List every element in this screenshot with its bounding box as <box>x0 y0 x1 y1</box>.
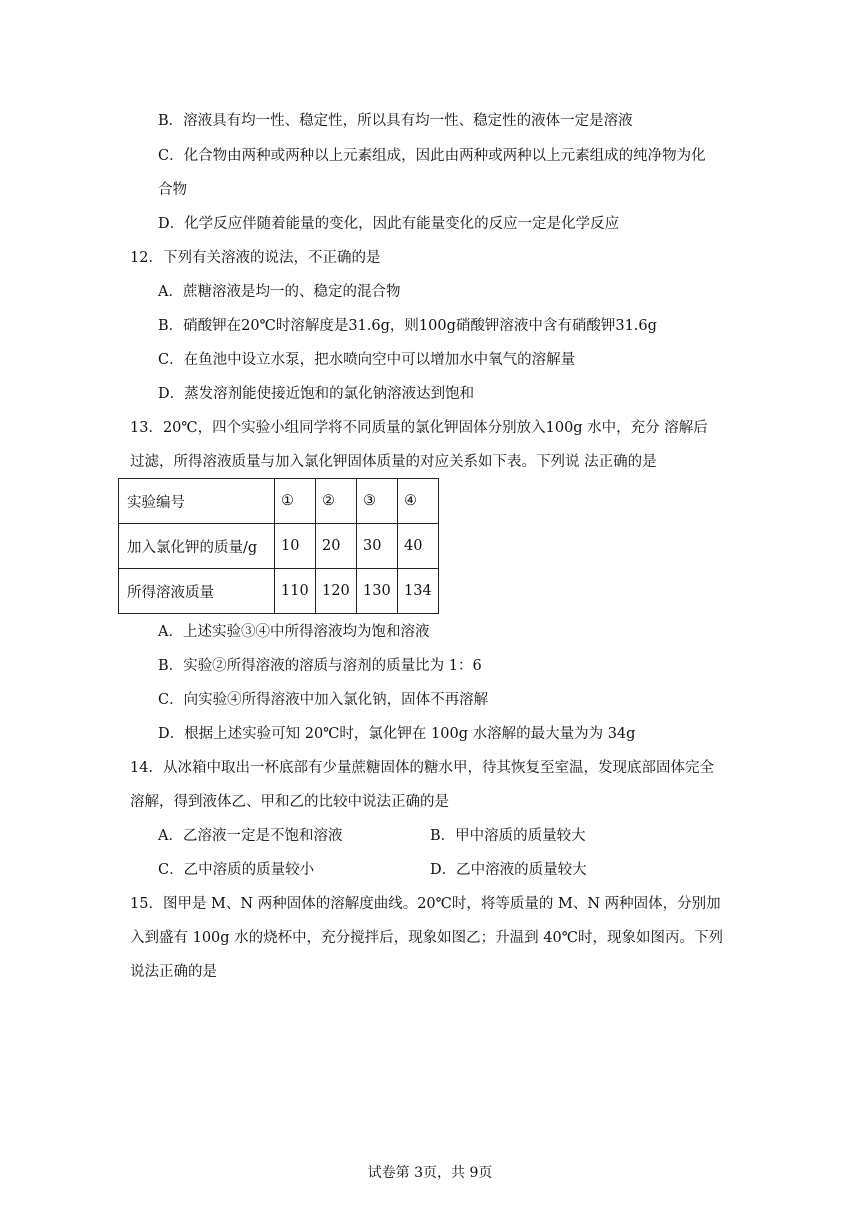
experiment-table <box>118 478 439 614</box>
q12-option-a: A．蔗糖溶液是均一的、稳定的混合物 <box>158 284 401 300</box>
option-c: C．化合物由两种或两种以上元素组成，因此由两种或两种以上元素组成的纯净物为化 <box>158 148 706 164</box>
table-row <box>119 569 439 614</box>
q14-option-a: A．乙溶液一定是不饱和溶液 <box>158 828 343 844</box>
option-b: B．溶液具有均一性、稳定性，所以具有均一性、稳定性的液体一定是溶液 <box>158 113 633 129</box>
question-15-stem-continued: 入到盛有 100g 水的烧杯中，充分搅拌后，现象如图乙；升温到 40℃时，现象如图丙。下列 <box>130 930 723 946</box>
row-header-experiment-number: 实验编号 <box>119 479 275 524</box>
table-cell: 130 <box>357 569 398 614</box>
table-cell: 30 <box>357 524 398 569</box>
option-c-continued: 合物 <box>158 182 187 198</box>
q13-option-c: C．向实验④所得溶液中加入氯化钠，固体不再溶解 <box>158 692 489 708</box>
table-cell: 10 <box>275 524 316 569</box>
question-15-stem-continued-2: 说法正确的是 <box>130 964 217 980</box>
table-cell: 134 <box>398 569 439 614</box>
table-cell: ① <box>275 479 316 524</box>
q12-option-d: D．蒸发溶剂能使接近饱和的氯化钠溶液达到饱和 <box>158 386 475 402</box>
table-cell: 120 <box>316 569 357 614</box>
table-row <box>119 524 439 569</box>
table-row <box>119 479 439 524</box>
question-15-stem: 15．图甲是 M、N 两种固体的溶解度曲线。20℃时，将等质量的 M、N 两种固体，分别加 <box>130 896 721 912</box>
q13-option-b: B．实验②所得溶液的溶质与溶剂的质量比为 1：6 <box>158 658 482 674</box>
row-header-solution-mass: 所得溶液质量 <box>119 569 275 614</box>
q14-option-b: B．甲中溶质的质量较大 <box>430 828 586 844</box>
q13-option-a: A．上述实验③④中所得溶液均为饱和溶液 <box>158 624 430 640</box>
table-cell: 40 <box>398 524 439 569</box>
question-14-stem-continued: 溶解，得到液体乙、甲和乙的比较中说法正确的是 <box>130 794 449 810</box>
row-header-mass-added: 加入氯化钾的质量/g <box>119 524 275 569</box>
q14-option-c: C．乙中溶质的质量较小 <box>158 862 315 878</box>
q14-option-d: D．乙中溶液的质量较大 <box>430 862 587 878</box>
q12-option-c: C．在鱼池中设立水泵，把水喷向空中可以增加水中氧气的溶解量 <box>158 352 576 368</box>
table-cell: ③ <box>357 479 398 524</box>
table-cell: ④ <box>398 479 439 524</box>
q12-option-b: B．硝酸钾在20℃时溶解度是31.6g，则100g硝酸钾溶液中含有硝酸钾31.6g <box>158 318 657 334</box>
q13-option-d: D．根据上述实验可知 20℃时，氯化钾在 100g 水溶解的最大量为为 34g <box>158 726 636 742</box>
page-footer: 试卷第 3页，共 9页 <box>367 1165 493 1181</box>
question-13-stem-continued: 过滤，所得溶液质量与加入氯化钾固体质量的对应关系如下表。下列说 法正确的是 <box>130 454 657 470</box>
table-cell: 20 <box>316 524 357 569</box>
question-13-stem: 13．20℃，四个实验小组同学将不同质量的氯化钾固体分别放入100g 水中，充分 溶解后 <box>130 420 708 436</box>
question-12-stem: 12．下列有关溶液的说法，不正确的是 <box>130 250 381 266</box>
table-cell: ② <box>316 479 357 524</box>
question-14-stem: 14．从冰箱中取出一杯底部有少量蔗糖固体的糖水甲，待其恢复至室温，发现底部固体完全 <box>130 760 714 776</box>
table-cell: 110 <box>275 569 316 614</box>
option-d: D．化学反应伴随着能量的变化，因此有能量变化的反应一定是化学反应 <box>158 216 620 232</box>
